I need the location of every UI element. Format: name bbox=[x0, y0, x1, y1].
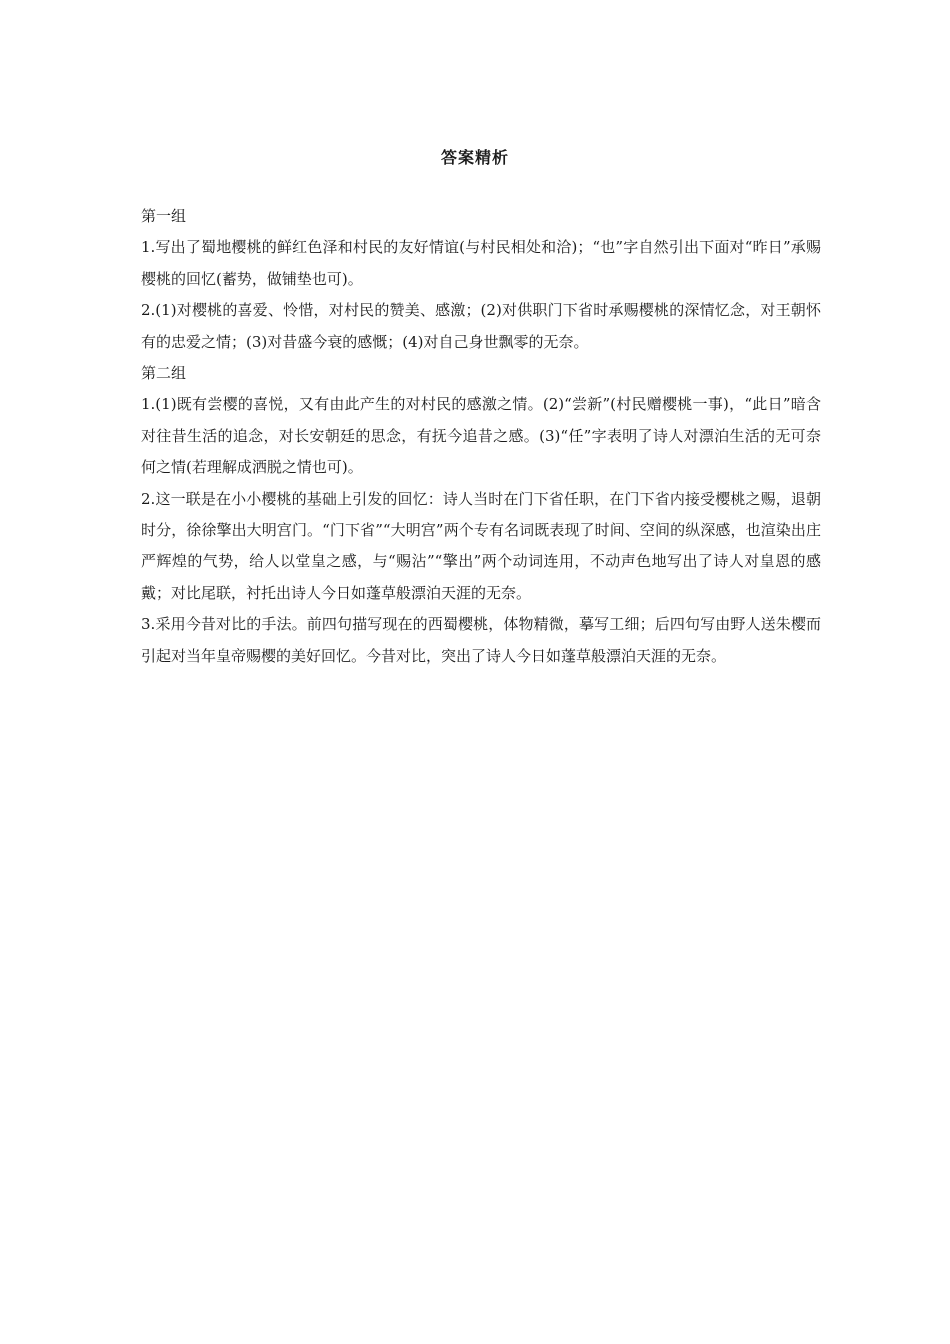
answer-paragraph: 2.这一联是在小小樱桃的基础上引发的回忆：诗人当时在门下省任职，在门下省内接受樱桃之赐，退朝时分，徐徐擎出大明宫门。“门下省”“大明宫”两个专有名词既表现了时间、空间的纵深感，也渲染出庄严辉煌的气势，给人以堂皇之感，与“赐沾”“擎出”两个动词连用，不动声色地写出了诗人对皇恩的感戴；对比尾联，衬托出诗人今日如蓬草般漂泊天涯的无奈。 bbox=[141, 489, 821, 602]
group-heading-2: 第二组 bbox=[141, 364, 187, 383]
answer-paragraph: 2.(1)对樱桃的喜爱、怜惜，对村民的赞美、感激；(2)对供职门下省时承赐樱桃的深情忆念，对王朝怀有的忠爱之情；(3)对昔盛今衰的感慨；(4)对自己身世飘零的无奈。 bbox=[141, 301, 821, 351]
group-heading-1: 第一组 bbox=[141, 207, 187, 225]
answer-content bbox=[141, 201, 821, 672]
answer-paragraph: 1.写出了蜀地樱桃的鲜红色泽和村民的友好情谊(与村民相处和洽)；“也”字自然引出下面对“昨日”承赐樱桃的回忆(蓄势，做铺垫也可)。 bbox=[141, 238, 821, 288]
page-title: 答案精析 bbox=[440, 148, 509, 167]
answer-paragraph: 3.采用今昔对比的手法。前四句描写现在的西蜀樱桃，体物精微，摹写工细；后四句写由野人送朱樱而引起对当年皇帝赐樱的美好回忆。今昔对比，突出了诗人今日如蓬草般漂泊天涯的无奈。 bbox=[141, 615, 821, 665]
answer-paragraph: 1.(1)既有尝樱的喜悦，又有由此产生的对村民的感激之情。(2)“尝新”(村民赠樱桃一事)，“此日”暗含对往昔生活的追念，对长安朝廷的思念，有抚今追昔之感。(3)“任”字表明了诗人对漂泊生活的无可奈何之情(若理解成洒脱之情也可)。 bbox=[141, 395, 821, 477]
